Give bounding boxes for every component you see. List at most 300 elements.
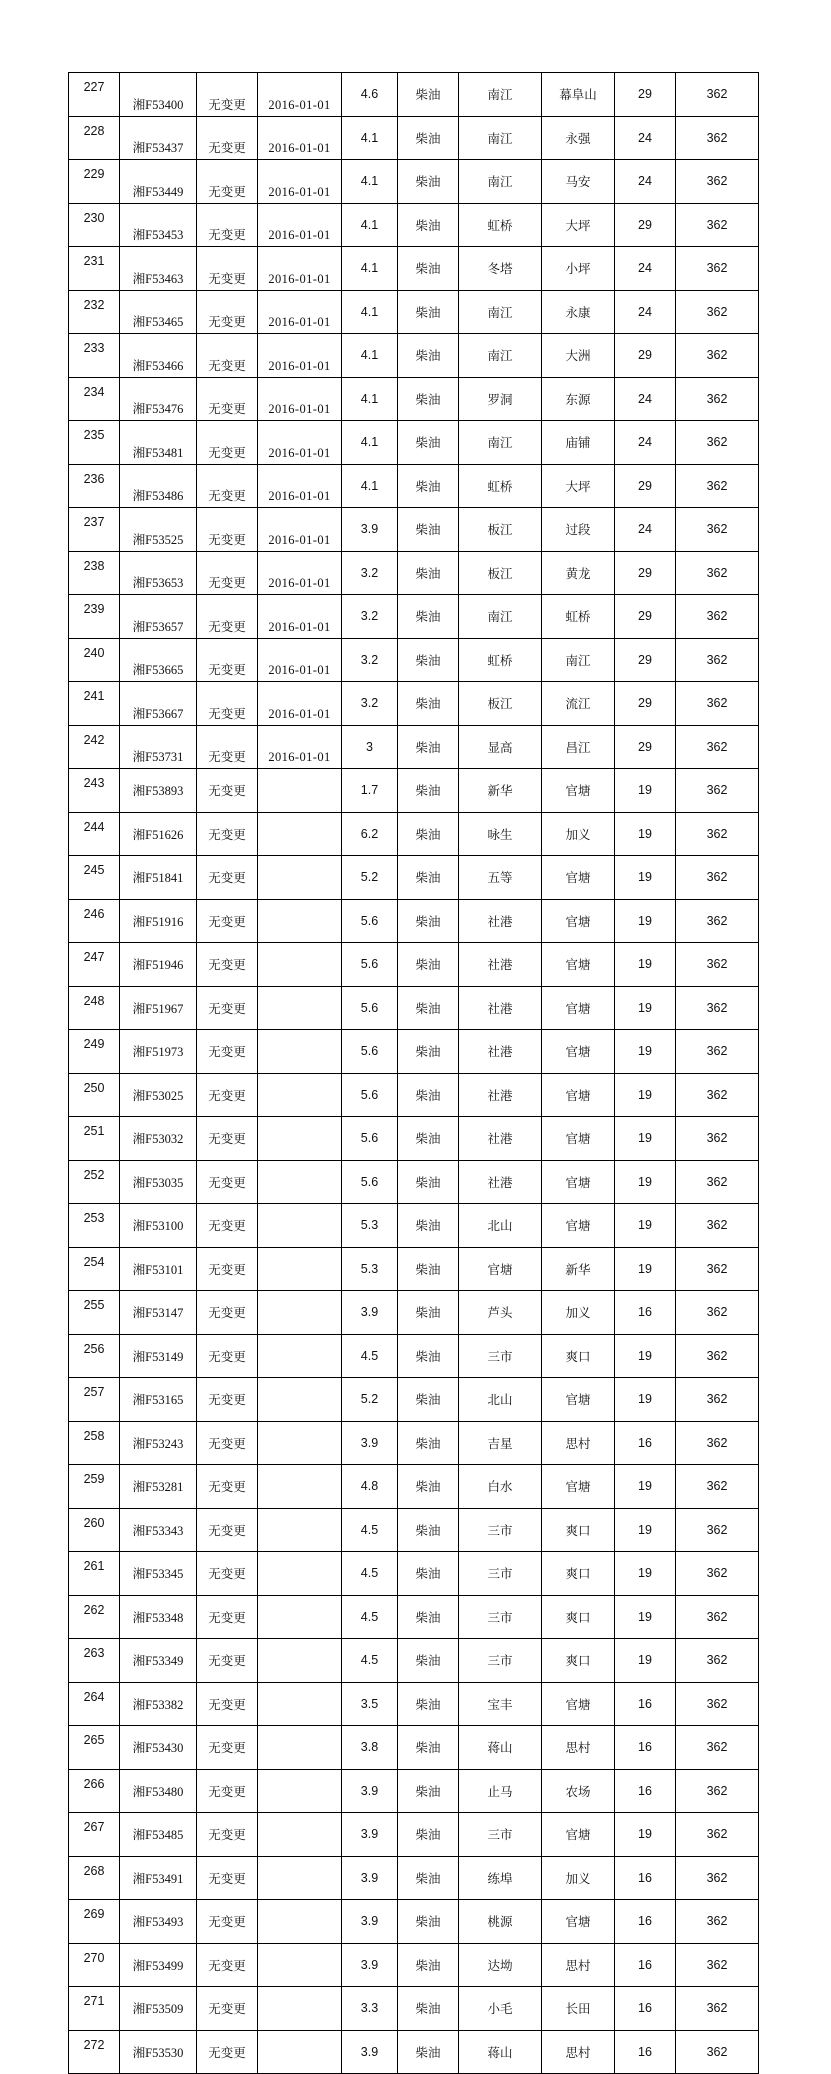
power-value-cell: 5.6 [342,1160,398,1204]
table-row [69,551,759,595]
table-row [69,812,759,856]
operation-days-cell: 362 [676,377,759,421]
operation-days-cell: 362 [676,1682,759,1726]
row-number-cell: 231 [69,247,120,291]
change-status-cell: 无变更 [197,725,258,769]
change-status-cell: 无变更 [197,73,258,117]
start-date-cell: 2016-01-01 [258,508,342,552]
power-value-cell: 4.5 [342,1334,398,1378]
power-value-cell: 5.2 [342,856,398,900]
route-start-cell: 三市 [459,1595,542,1639]
row-number-cell: 247 [69,943,120,987]
route-length-cell: 19 [615,1160,676,1204]
table-row [69,682,759,726]
start-date-cell: 2016-01-01 [258,682,342,726]
fuel-type-cell: 柴油 [398,551,459,595]
power-value-cell: 3.9 [342,1813,398,1857]
row-number-cell: 246 [69,899,120,943]
fuel-type-cell: 柴油 [398,1595,459,1639]
change-status-cell: 无变更 [197,856,258,900]
route-end-cell: 官塘 [542,769,615,813]
power-value-cell: 4.1 [342,247,398,291]
start-date-cell: 2016-01-01 [258,595,342,639]
change-status-cell: 无变更 [197,1813,258,1857]
change-status-cell: 无变更 [197,1465,258,1509]
power-value-cell: 4.1 [342,160,398,204]
operation-days-cell: 362 [676,203,759,247]
change-status-cell: 无变更 [197,1378,258,1422]
table-row [69,1291,759,1335]
change-status-cell: 无变更 [197,116,258,160]
route-length-cell: 19 [615,1508,676,1552]
plate-number-cell: 湘F53667 [120,682,197,726]
row-number-cell: 243 [69,769,120,813]
plate-number-cell: 湘F53493 [120,1900,197,1944]
table-row [69,421,759,465]
start-date-cell [258,856,342,900]
change-status-cell: 无变更 [197,203,258,247]
route-end-cell: 南江 [542,638,615,682]
table-row [69,725,759,769]
fuel-type-cell: 柴油 [398,1552,459,1596]
start-date-cell [258,1117,342,1161]
route-end-cell: 思村 [542,2030,615,2074]
power-value-cell: 4.1 [342,377,398,421]
start-date-cell [258,899,342,943]
operation-days-cell: 362 [676,551,759,595]
plate-number-cell: 湘F53466 [120,334,197,378]
table-row [69,1769,759,1813]
change-status-cell: 无变更 [197,551,258,595]
row-number-cell: 252 [69,1160,120,1204]
route-end-cell: 官塘 [542,1682,615,1726]
change-status-cell: 无变更 [197,2030,258,2074]
power-value-cell: 4.5 [342,1595,398,1639]
change-status-cell: 无变更 [197,1508,258,1552]
route-start-cell: 社港 [459,986,542,1030]
operation-days-cell: 362 [676,1813,759,1857]
route-start-cell: 止马 [459,1769,542,1813]
change-status-cell: 无变更 [197,1682,258,1726]
route-start-cell: 蒋山 [459,2030,542,2074]
start-date-cell [258,1813,342,1857]
operation-days-cell: 362 [676,1726,759,1770]
operation-days-cell: 362 [676,464,759,508]
route-length-cell: 16 [615,1943,676,1987]
plate-number-cell: 湘F53147 [120,1291,197,1335]
route-length-cell: 16 [615,1682,676,1726]
route-end-cell: 庙铺 [542,421,615,465]
route-length-cell: 19 [615,1378,676,1422]
plate-number-cell: 湘F53476 [120,377,197,421]
fuel-type-cell: 柴油 [398,1726,459,1770]
power-value-cell: 4.1 [342,116,398,160]
fuel-type-cell: 柴油 [398,1204,459,1248]
route-length-cell: 29 [615,551,676,595]
fuel-type-cell: 柴油 [398,464,459,508]
operation-days-cell: 362 [676,1552,759,1596]
plate-number-cell: 湘F53243 [120,1421,197,1465]
change-status-cell: 无变更 [197,1204,258,1248]
fuel-type-cell: 柴油 [398,1465,459,1509]
route-start-cell: 练埠 [459,1856,542,1900]
power-value-cell: 3.9 [342,1943,398,1987]
route-start-cell: 社港 [459,1117,542,1161]
row-number-cell: 251 [69,1117,120,1161]
table-body [69,73,759,2074]
plate-number-cell: 湘F53509 [120,1987,197,2031]
route-start-cell: 社港 [459,1160,542,1204]
change-status-cell: 无变更 [197,1943,258,1987]
operation-days-cell: 362 [676,595,759,639]
start-date-cell: 2016-01-01 [258,73,342,117]
start-date-cell: 2016-01-01 [258,377,342,421]
operation-days-cell: 362 [676,1378,759,1422]
change-status-cell: 无变更 [197,1421,258,1465]
fuel-type-cell: 柴油 [398,638,459,682]
operation-days-cell: 362 [676,1030,759,1074]
route-end-cell: 流江 [542,682,615,726]
route-length-cell: 24 [615,160,676,204]
table-row [69,943,759,987]
route-length-cell: 19 [615,1639,676,1683]
power-value-cell: 4.5 [342,1639,398,1683]
route-start-cell: 南江 [459,334,542,378]
route-end-cell: 虹桥 [542,595,615,639]
start-date-cell: 2016-01-01 [258,334,342,378]
power-value-cell: 3.9 [342,2030,398,2074]
power-value-cell: 4.5 [342,1508,398,1552]
route-end-cell: 永康 [542,290,615,334]
row-number-cell: 237 [69,508,120,552]
route-length-cell: 16 [615,1421,676,1465]
row-number-cell: 257 [69,1378,120,1422]
route-end-cell: 加义 [542,1291,615,1335]
route-start-cell: 冬塔 [459,247,542,291]
power-value-cell: 5.6 [342,1030,398,1074]
start-date-cell [258,1247,342,1291]
change-status-cell: 无变更 [197,421,258,465]
change-status-cell: 无变更 [197,1030,258,1074]
route-end-cell: 思村 [542,1726,615,1770]
change-status-cell: 无变更 [197,508,258,552]
row-number-cell: 239 [69,595,120,639]
fuel-type-cell: 柴油 [398,1160,459,1204]
route-start-cell: 罗洞 [459,377,542,421]
table-row [69,203,759,247]
plate-number-cell: 湘F51973 [120,1030,197,1074]
power-value-cell: 5.6 [342,899,398,943]
operation-days-cell: 362 [676,1639,759,1683]
fuel-type-cell: 柴油 [398,290,459,334]
vehicle-registry-table [68,72,759,2074]
fuel-type-cell: 柴油 [398,595,459,639]
change-status-cell: 无变更 [197,769,258,813]
power-value-cell: 4.8 [342,1465,398,1509]
route-start-cell: 宝丰 [459,1682,542,1726]
route-start-cell: 芦头 [459,1291,542,1335]
plate-number-cell: 湘F53485 [120,1813,197,1857]
route-start-cell: 小毛 [459,1987,542,2031]
route-end-cell: 永强 [542,116,615,160]
change-status-cell: 无变更 [197,464,258,508]
route-start-cell: 板江 [459,682,542,726]
route-length-cell: 24 [615,508,676,552]
route-end-cell: 幕阜山 [542,73,615,117]
start-date-cell: 2016-01-01 [258,203,342,247]
operation-days-cell: 362 [676,856,759,900]
route-start-cell: 南江 [459,290,542,334]
table-row [69,1900,759,1944]
table-row [69,1595,759,1639]
route-length-cell: 16 [615,1900,676,1944]
route-end-cell: 官塘 [542,986,615,1030]
table-row [69,1204,759,1248]
start-date-cell [258,1291,342,1335]
plate-number-cell: 湘F53657 [120,595,197,639]
change-status-cell: 无变更 [197,377,258,421]
route-length-cell: 29 [615,725,676,769]
power-value-cell: 5.3 [342,1204,398,1248]
route-length-cell: 19 [615,1204,676,1248]
plate-number-cell: 湘F53400 [120,73,197,117]
power-value-cell: 4.1 [342,334,398,378]
route-end-cell: 爽口 [542,1595,615,1639]
operation-days-cell: 362 [676,812,759,856]
start-date-cell: 2016-01-01 [258,638,342,682]
operation-days-cell: 362 [676,769,759,813]
route-start-cell: 显高 [459,725,542,769]
route-end-cell: 爽口 [542,1639,615,1683]
start-date-cell: 2016-01-01 [258,116,342,160]
route-length-cell: 16 [615,1291,676,1335]
plate-number-cell: 湘F53453 [120,203,197,247]
plate-number-cell: 湘F53281 [120,1465,197,1509]
route-length-cell: 29 [615,595,676,639]
change-status-cell: 无变更 [197,682,258,726]
route-end-cell: 爽口 [542,1552,615,1596]
table-row [69,899,759,943]
power-value-cell: 3.5 [342,1682,398,1726]
route-length-cell: 19 [615,1552,676,1596]
power-value-cell: 5.2 [342,1378,398,1422]
change-status-cell: 无变更 [197,1726,258,1770]
operation-days-cell: 362 [676,2030,759,2074]
row-number-cell: 268 [69,1856,120,1900]
route-length-cell: 19 [615,1465,676,1509]
start-date-cell: 2016-01-01 [258,290,342,334]
table-row [69,247,759,291]
row-number-cell: 254 [69,1247,120,1291]
start-date-cell [258,1378,342,1422]
fuel-type-cell: 柴油 [398,1639,459,1683]
plate-number-cell: 湘F53149 [120,1334,197,1378]
route-start-cell: 虹桥 [459,638,542,682]
power-value-cell: 3.2 [342,595,398,639]
route-end-cell: 官塘 [542,1030,615,1074]
table-row [69,1117,759,1161]
power-value-cell: 3.9 [342,1900,398,1944]
row-number-cell: 229 [69,160,120,204]
route-start-cell: 虹桥 [459,203,542,247]
table-row [69,1334,759,1378]
plate-number-cell: 湘F53348 [120,1595,197,1639]
row-number-cell: 240 [69,638,120,682]
fuel-type-cell: 柴油 [398,1378,459,1422]
row-number-cell: 238 [69,551,120,595]
route-end-cell: 加义 [542,812,615,856]
operation-days-cell: 362 [676,508,759,552]
fuel-type-cell: 柴油 [398,160,459,204]
start-date-cell: 2016-01-01 [258,464,342,508]
route-start-cell: 桃源 [459,1900,542,1944]
row-number-cell: 272 [69,2030,120,2074]
start-date-cell: 2016-01-01 [258,725,342,769]
change-status-cell: 无变更 [197,1117,258,1161]
start-date-cell [258,1595,342,1639]
start-date-cell: 2016-01-01 [258,247,342,291]
row-number-cell: 248 [69,986,120,1030]
route-length-cell: 29 [615,334,676,378]
start-date-cell [258,1160,342,1204]
fuel-type-cell: 柴油 [398,682,459,726]
plate-number-cell: 湘F53893 [120,769,197,813]
start-date-cell [258,1987,342,2031]
plate-number-cell: 湘F53032 [120,1117,197,1161]
row-number-cell: 259 [69,1465,120,1509]
row-number-cell: 260 [69,1508,120,1552]
table-row [69,1639,759,1683]
route-end-cell: 官塘 [542,943,615,987]
operation-days-cell: 362 [676,1595,759,1639]
plate-number-cell: 湘F53731 [120,725,197,769]
route-end-cell: 官塘 [542,1117,615,1161]
fuel-type-cell: 柴油 [398,1856,459,1900]
table-row [69,116,759,160]
fuel-type-cell: 柴油 [398,1682,459,1726]
route-length-cell: 19 [615,812,676,856]
route-start-cell: 咏生 [459,812,542,856]
route-length-cell: 16 [615,1987,676,2031]
fuel-type-cell: 柴油 [398,899,459,943]
operation-days-cell: 362 [676,1291,759,1335]
route-end-cell: 新华 [542,1247,615,1291]
route-start-cell: 三市 [459,1813,542,1857]
route-start-cell: 南江 [459,116,542,160]
plate-number-cell: 湘F53025 [120,1073,197,1117]
row-number-cell: 253 [69,1204,120,1248]
plate-number-cell: 湘F53481 [120,421,197,465]
row-number-cell: 256 [69,1334,120,1378]
operation-days-cell: 362 [676,638,759,682]
route-length-cell: 19 [615,1595,676,1639]
fuel-type-cell: 柴油 [398,1900,459,1944]
plate-number-cell: 湘F53499 [120,1943,197,1987]
change-status-cell: 无变更 [197,1900,258,1944]
fuel-type-cell: 柴油 [398,1813,459,1857]
plate-number-cell: 湘F53530 [120,2030,197,2074]
route-length-cell: 16 [615,1726,676,1770]
fuel-type-cell: 柴油 [398,1421,459,1465]
plate-number-cell: 湘F53465 [120,290,197,334]
route-length-cell: 19 [615,899,676,943]
row-number-cell: 227 [69,73,120,117]
route-length-cell: 24 [615,377,676,421]
row-number-cell: 266 [69,1769,120,1813]
start-date-cell [258,1726,342,1770]
fuel-type-cell: 柴油 [398,421,459,465]
power-value-cell: 3.9 [342,1856,398,1900]
route-end-cell: 思村 [542,1943,615,1987]
row-number-cell: 263 [69,1639,120,1683]
row-number-cell: 249 [69,1030,120,1074]
start-date-cell [258,1465,342,1509]
route-length-cell: 29 [615,682,676,726]
operation-days-cell: 362 [676,899,759,943]
change-status-cell: 无变更 [197,595,258,639]
table-row [69,290,759,334]
operation-days-cell: 362 [676,1465,759,1509]
route-end-cell: 官塘 [542,1465,615,1509]
plate-number-cell: 湘F53437 [120,116,197,160]
route-start-cell: 社港 [459,943,542,987]
power-value-cell: 3.9 [342,508,398,552]
route-end-cell: 官塘 [542,1073,615,1117]
change-status-cell: 无变更 [197,1769,258,1813]
row-number-cell: 232 [69,290,120,334]
route-length-cell: 19 [615,1334,676,1378]
operation-days-cell: 362 [676,247,759,291]
plate-number-cell: 湘F53665 [120,638,197,682]
row-number-cell: 265 [69,1726,120,1770]
route-length-cell: 19 [615,856,676,900]
table-row [69,160,759,204]
operation-days-cell: 362 [676,421,759,465]
table-row [69,1073,759,1117]
table-row [69,986,759,1030]
row-number-cell: 233 [69,334,120,378]
row-number-cell: 241 [69,682,120,726]
start-date-cell [258,769,342,813]
route-end-cell: 过段 [542,508,615,552]
change-status-cell: 无变更 [197,160,258,204]
table-row [69,1421,759,1465]
route-length-cell: 19 [615,943,676,987]
row-number-cell: 242 [69,725,120,769]
start-date-cell [258,1073,342,1117]
plate-number-cell: 湘F53343 [120,1508,197,1552]
plate-number-cell: 湘F53525 [120,508,197,552]
change-status-cell: 无变更 [197,1595,258,1639]
fuel-type-cell: 柴油 [398,1943,459,1987]
route-start-cell: 五等 [459,856,542,900]
change-status-cell: 无变更 [197,1552,258,1596]
power-value-cell: 1.7 [342,769,398,813]
operation-days-cell: 362 [676,1508,759,1552]
start-date-cell [258,1421,342,1465]
operation-days-cell: 362 [676,1204,759,1248]
fuel-type-cell: 柴油 [398,73,459,117]
route-end-cell: 加义 [542,1856,615,1900]
fuel-type-cell: 柴油 [398,1508,459,1552]
plate-number-cell: 湘F51841 [120,856,197,900]
route-length-cell: 19 [615,1073,676,1117]
route-length-cell: 29 [615,203,676,247]
route-start-cell: 三市 [459,1508,542,1552]
plate-number-cell: 湘F53653 [120,551,197,595]
fuel-type-cell: 柴油 [398,725,459,769]
fuel-type-cell: 柴油 [398,203,459,247]
